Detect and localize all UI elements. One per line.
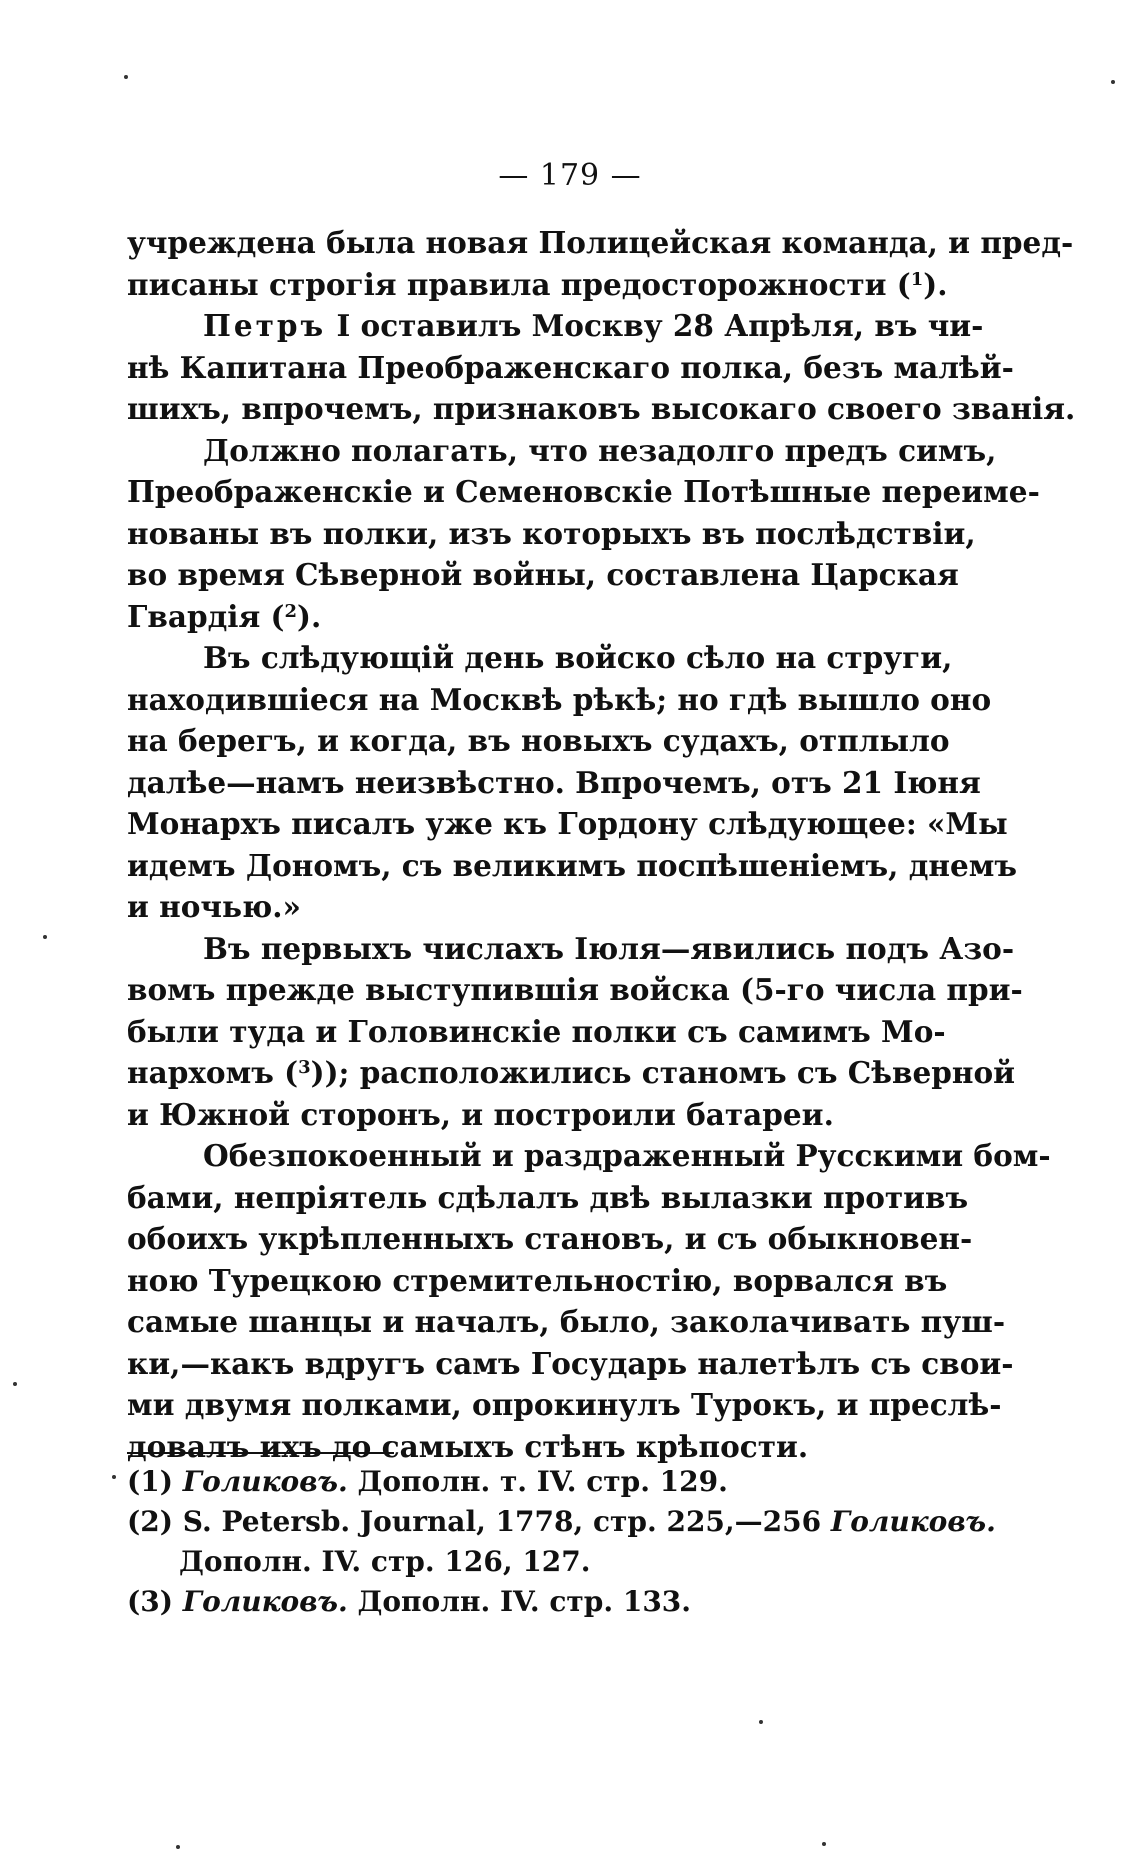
text-line: обоихъ укрѣпленныхъ становъ, и съ обыкновен- xyxy=(127,1221,973,1256)
footnote-2 xyxy=(127,1502,996,1542)
text-line: нованы въ полки, изъ которыхъ въ послѣдствіи, xyxy=(127,515,976,551)
footnote-author: Голиковъ. xyxy=(182,1585,348,1618)
text-line: ною Турецкою стремительностію, ворвался въ xyxy=(127,1262,948,1298)
text-line: находившіеся на Москвѣ рѣкѣ; но гдѣ вышло оно xyxy=(127,681,992,717)
scan-speck xyxy=(43,935,47,939)
text-line: Преображенскіе и Семеновскіе Потѣшные переиме- xyxy=(127,474,1040,509)
text-fragment: нархомъ ( xyxy=(127,1055,299,1090)
text-line: идемъ Дономъ, съ великимъ поспѣшеніемъ, днемъ xyxy=(127,847,1017,883)
scan-speck xyxy=(124,75,128,79)
paragraph-start: Должно полагать, что незадолго предъ симъ, xyxy=(203,432,997,468)
scan-speck xyxy=(1111,80,1115,84)
footnote-author: Голиковъ. xyxy=(830,1505,996,1538)
paragraph-start xyxy=(127,305,984,347)
text-fragment: )); расположились станомъ съ Сѣверной xyxy=(310,1055,1016,1090)
footnote-ref-1[interactable]: 1 xyxy=(910,268,924,290)
text-line: нѣ Капитана Преображенскаго полка, безъ малѣй- xyxy=(127,349,1014,385)
text-line: были туда и Головинскіе полки съ самимъ Мо- xyxy=(127,1013,946,1049)
text-line: шихъ, впрочемъ, признаковъ высокаго своего званія. xyxy=(127,391,1076,426)
text-line: во время Сѣверной войны, составлена Царская xyxy=(127,557,959,592)
text-line: далѣе—намъ неизвѣстно. Впрочемъ, отъ 21 Іюня xyxy=(127,764,981,800)
text-line: Монархъ писалъ уже къ Гордону слѣдующее: «Мы xyxy=(127,806,1008,841)
footnote-1 xyxy=(127,1462,907,1502)
text-line: на берегъ, и когда, въ новыхъ судахъ, отплыло xyxy=(127,723,950,758)
footnotes xyxy=(127,1462,996,1622)
text-line: ми двумя полками, опрокинулъ Турокъ, и преслѣ- xyxy=(127,1387,1002,1422)
text-line xyxy=(127,264,948,306)
text-fragment: I оставилъ Москву 28 Апрѣля, въ чи- xyxy=(326,308,984,343)
page-number: — 179 — xyxy=(498,158,642,193)
footnote-ref-2[interactable]: 2 xyxy=(284,600,298,622)
text-line: вомъ прежде выступившія войска (5-го числа при- xyxy=(127,972,1023,1007)
footnote-text: Дополн. т. IV. стр. 129. xyxy=(347,1465,728,1498)
footnote-2-continuation: Дополн. IV. стр. 126, 127. xyxy=(179,1545,591,1578)
footnote-author: Голиковъ. xyxy=(182,1465,348,1498)
paragraph-start: Обезпокоенный и раздраженный Русскими бом- xyxy=(203,1138,1051,1173)
footnote-divider xyxy=(127,1452,394,1454)
footnote-marker: (2) xyxy=(127,1505,173,1538)
footnote-3 xyxy=(127,1582,907,1622)
text-fragment: Гвардія ( xyxy=(127,598,285,634)
name-small-caps: Петръ xyxy=(203,308,327,343)
scan-speck xyxy=(13,1382,17,1386)
scan-speck xyxy=(822,1842,826,1846)
text-line: и ночью.» xyxy=(127,889,301,924)
scan-speck xyxy=(176,1845,180,1849)
footnote-marker: (1) xyxy=(127,1465,173,1498)
text-line xyxy=(127,1052,1016,1094)
scan-speck xyxy=(759,1720,763,1724)
paragraph-start: Въ слѣдующій день войско сѣло на струги, xyxy=(203,640,953,675)
text-line xyxy=(127,596,907,638)
text-line: довалъ ихъ до самыхъ стѣнъ крѣпости. xyxy=(127,1428,809,1464)
footnote-text: Дополн. IV. стр. 133. xyxy=(347,1585,692,1618)
footnote-marker: (3) xyxy=(127,1585,173,1618)
footnote-text: S. Petersb. Journal, 1778, стр. 225,—256 xyxy=(172,1505,822,1538)
scan-speck xyxy=(112,1475,116,1479)
text-line: самые шанцы и началъ, было, заколачивать пуш- xyxy=(127,1304,1006,1339)
text-line: учреждена была новая Полицейская команда, и пред- xyxy=(127,225,1074,260)
footnote-ref-3[interactable]: 3 xyxy=(298,1057,311,1078)
paragraph-start: Въ первыхъ числахъ Іюля—явились подъ Азо- xyxy=(203,930,1015,966)
text-line: бами, непріятель сдѣлалъ двѣ вылазки противъ xyxy=(127,1179,969,1215)
text-fragment: ). xyxy=(297,598,322,634)
text-line: ки,—какъ вдругъ самъ Государь налетѣлъ съ свои- xyxy=(127,1345,1014,1381)
text-fragment: ). xyxy=(923,266,948,302)
text-line: и Южной сторонъ, и построили батареи. xyxy=(127,1096,834,1132)
text-fragment: писаны строгія правила предосторожности ( xyxy=(127,266,911,302)
main-text xyxy=(127,222,1076,1467)
